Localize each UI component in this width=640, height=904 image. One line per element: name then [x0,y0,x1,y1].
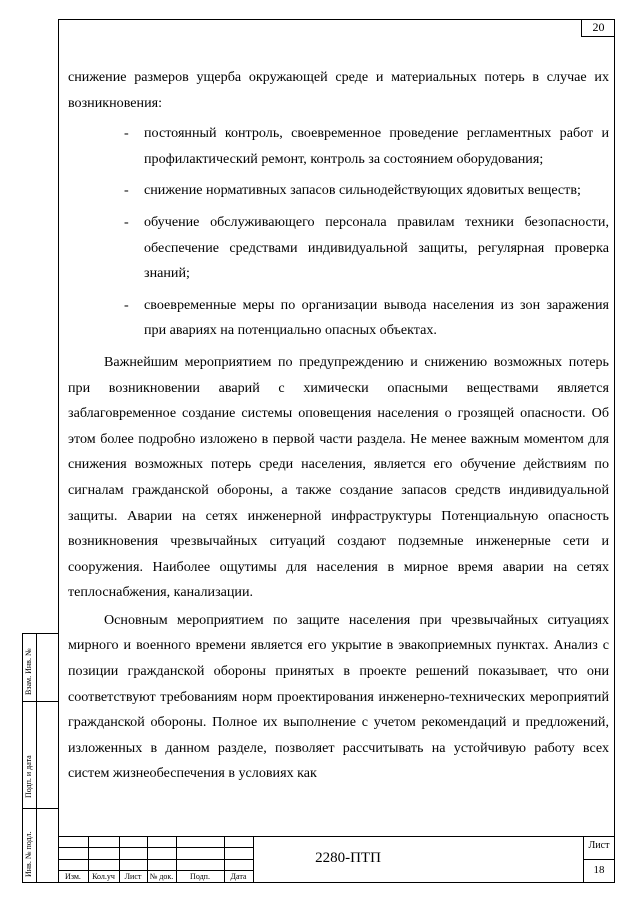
list-item-text: своевременные меры по организации вывода населения из зон заражения при авариях на потенциально опасных объектах. [144,296,609,339]
side-stamp-border [22,633,23,883]
header-n-dok: № док. [149,872,174,881]
header-izm: Изм. [65,872,81,881]
list-item-text: обучение обслуживающего персонала правилам техники безопасности, обеспечение средствами индивидуальной защиты, регулярная проверка знаний; [144,213,609,282]
list-item-text: постоянный контроль, своевременное проведение регламентных работ и профилактический ремонт, контроль за состоянием оборудования; [144,125,609,167]
list-item [68,178,609,204]
title-block [58,836,615,883]
top-page-number: 20 [581,19,615,37]
document-code: 2280-ПТП [315,850,381,866]
title-block-line [253,836,254,883]
sheet-label: Лист [588,840,610,851]
side-stamp-line [22,808,58,809]
intro-paragraph: снижение размеров ущерба окружающей среде и материальных потерь в случае их возникновения: [68,69,609,111]
document-body [68,65,609,787]
header-list: Лист [124,872,142,881]
podp-data-label: Подп. и дата [24,755,33,798]
side-stamp [22,633,58,883]
side-stamp-divider [36,633,37,883]
list-item-text: снижение нормативных запасов сильнодействующих ядовитых веществ; [144,182,581,199]
vzam-inv-label: Взам. Инв. № [24,648,33,695]
title-block-line [58,836,615,837]
side-stamp-line [22,633,58,634]
header-kol-uch: Кол.уч [92,872,115,881]
list-item [68,210,609,287]
list-item [68,121,609,172]
header-podp: Подп. [190,872,210,881]
sheet-number: 18 [593,864,605,876]
bullet-marker: - [124,125,129,142]
bullet-marker: - [124,213,129,230]
header-data: Дата [230,872,247,881]
bullet-marker: - [124,182,129,199]
bullet-marker: - [124,296,129,313]
side-stamp-line [22,882,58,883]
list-item [68,293,609,344]
measures-list [68,121,609,344]
paragraph-warning-system: Важнейшим мероприятием по предупреждению и снижению возможных потерь при возникновении аварий с химически опасными веществами является заблаговременное создание системы оповещения населения о грозящей опасности. Об этом более подробно изложено в первой части раздела. Не менее важным моментом для снижения возможных потерь среди населения, является его обучение действиям по сигналам гражданской обороны, а также создание запасов средств индивидуальной защиты. Аварии на сетях инженерной инфраструктуры Потенциальную опасность возникновения чрезвычайных ситуаций создают подземные инженерные сети и сооружения. Наиболее ощутимы для населения в мирное время аварии на сетях теплоснабжения, канализации. [68,353,609,601]
inv-podl-label: Инв. № подл. [24,831,33,877]
title-block-line [583,859,615,860]
side-stamp-line [22,701,58,702]
paragraph-shelter: Основным мероприятием по защите населения при чрезвычайных ситуациях мирного и военного времени является его укрытие в эвакоприемных пунктах. Анализ с позиции гражданской обороны принятых в проекте решений показывает, что они соответствуют требованиям норм проектирования инженерно-технических мероприятий гражданской обороны. Полное их выполнение с учетом рекомендаций и предложений, изложенных в данном разделе, позволяет рассчитывать на устойчивую работу всех систем жизнеобеспечения в условиях как [68,611,609,782]
